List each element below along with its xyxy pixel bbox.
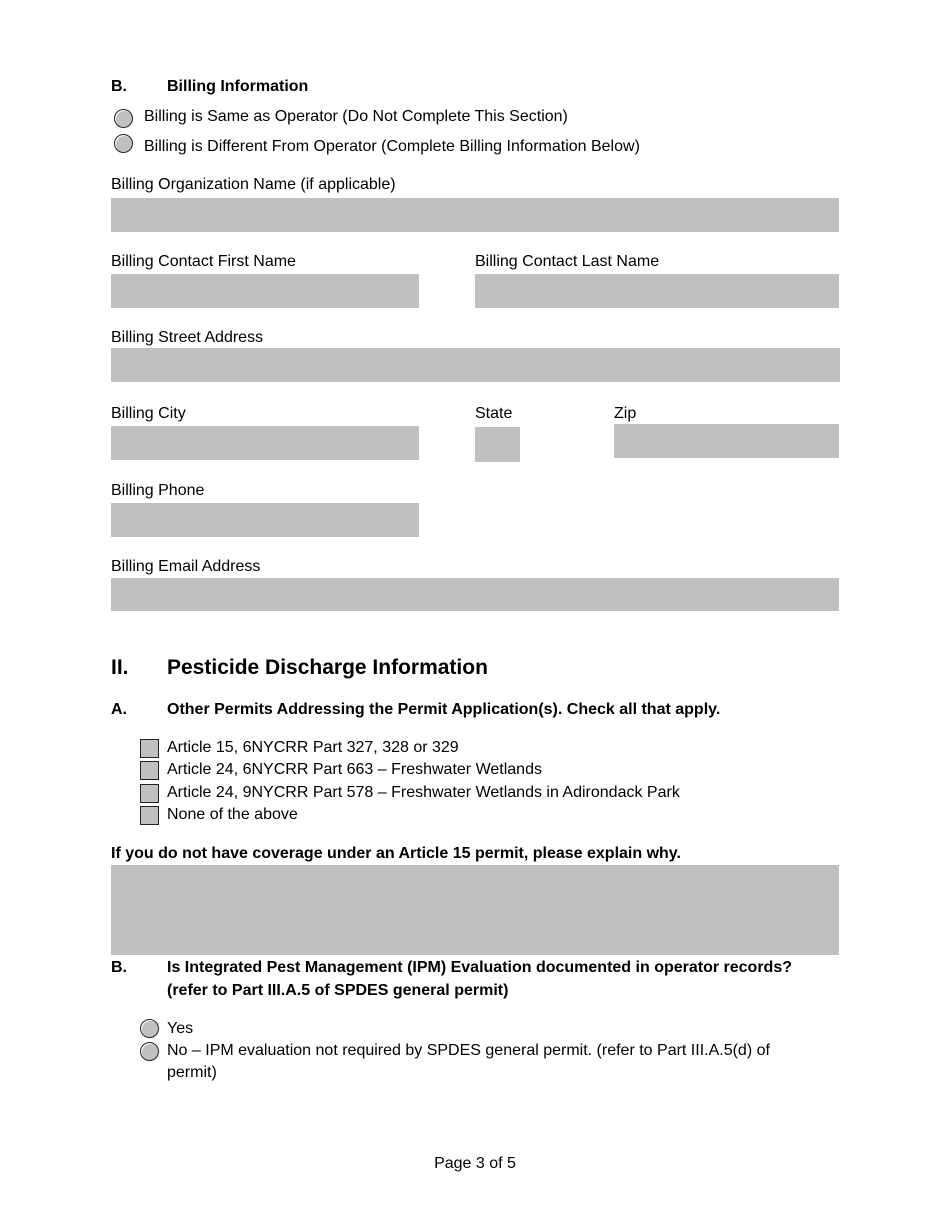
city-label: Billing City — [111, 405, 186, 422]
state-field[interactable] — [475, 427, 520, 462]
billing-different-label: Billing is Different From Operator (Complete Billing Information Below) — [144, 138, 640, 155]
ipm-yes-label: Yes — [167, 1020, 194, 1037]
last-name-label: Billing Contact Last Name — [475, 253, 660, 270]
last-name-field[interactable] — [475, 274, 839, 308]
zip-label: Zip — [614, 405, 637, 422]
street-label: Billing Street Address — [111, 329, 264, 346]
email-label: Billing Email Address — [111, 558, 261, 575]
permit-label: Article 15, 6NYCRR Part 327, 328 or 329 — [167, 739, 459, 756]
org-name-label: Billing Organization Name (if applicable) — [111, 176, 396, 193]
permit-label: None of the above — [167, 806, 298, 823]
permit-checkbox[interactable] — [140, 761, 159, 780]
subsection-b-title-line2: (refer to Part III.A.5 of SPDES general permit) — [167, 982, 509, 999]
permit-checkbox[interactable] — [140, 784, 159, 803]
explain-label: If you do not have coverage under an Article 15 permit, please explain why. — [111, 845, 681, 862]
ipm-no-label-line2: permit) — [167, 1064, 217, 1081]
city-field[interactable] — [111, 426, 419, 460]
billing-different-radio[interactable] — [114, 134, 133, 153]
ipm-no-label: No – IPM evaluation not required by SPDES general permit. (refer to Part III.A.5(d) of — [167, 1042, 770, 1059]
subsection-a-title: Other Permits Addressing the Permit Application(s). Check all that apply. — [167, 701, 721, 718]
ipm-yes-radio[interactable] — [140, 1019, 159, 1038]
explain-textarea[interactable] — [111, 865, 839, 955]
section-title: Billing Information — [167, 78, 309, 95]
billing-same-radio[interactable] — [114, 109, 133, 128]
phone-field[interactable] — [111, 503, 419, 537]
permit-label: Article 24, 6NYCRR Part 663 – Freshwater Wetlands — [167, 761, 542, 778]
subsection-a-letter: A. — [111, 701, 127, 718]
first-name-field[interactable] — [111, 274, 419, 308]
phone-label: Billing Phone — [111, 482, 205, 499]
first-name-label: Billing Contact First Name — [111, 253, 296, 270]
street-field[interactable] — [111, 348, 840, 382]
org-name-field[interactable] — [111, 198, 839, 232]
email-field[interactable] — [111, 578, 839, 611]
section-letter: B. — [111, 78, 127, 95]
subsection-b-letter: B. — [111, 959, 127, 976]
ipm-no-radio[interactable] — [140, 1042, 159, 1061]
permit-checkbox[interactable] — [140, 739, 159, 758]
permit-label: Article 24, 9NYCRR Part 578 – Freshwater Wetlands in Adirondack Park — [167, 784, 680, 801]
section2-title: Pesticide Discharge Information — [167, 656, 488, 679]
billing-same-label: Billing is Same as Operator (Do Not Complete This Section) — [144, 108, 568, 125]
zip-field[interactable] — [614, 424, 839, 458]
subsection-b-title: Is Integrated Pest Management (IPM) Evaluation documented in operator records? — [167, 959, 792, 976]
section2-number: II. — [111, 656, 129, 679]
state-label: State — [475, 405, 513, 422]
permit-checkbox[interactable] — [140, 806, 159, 825]
page-number: Page 3 of 5 — [434, 1155, 516, 1172]
